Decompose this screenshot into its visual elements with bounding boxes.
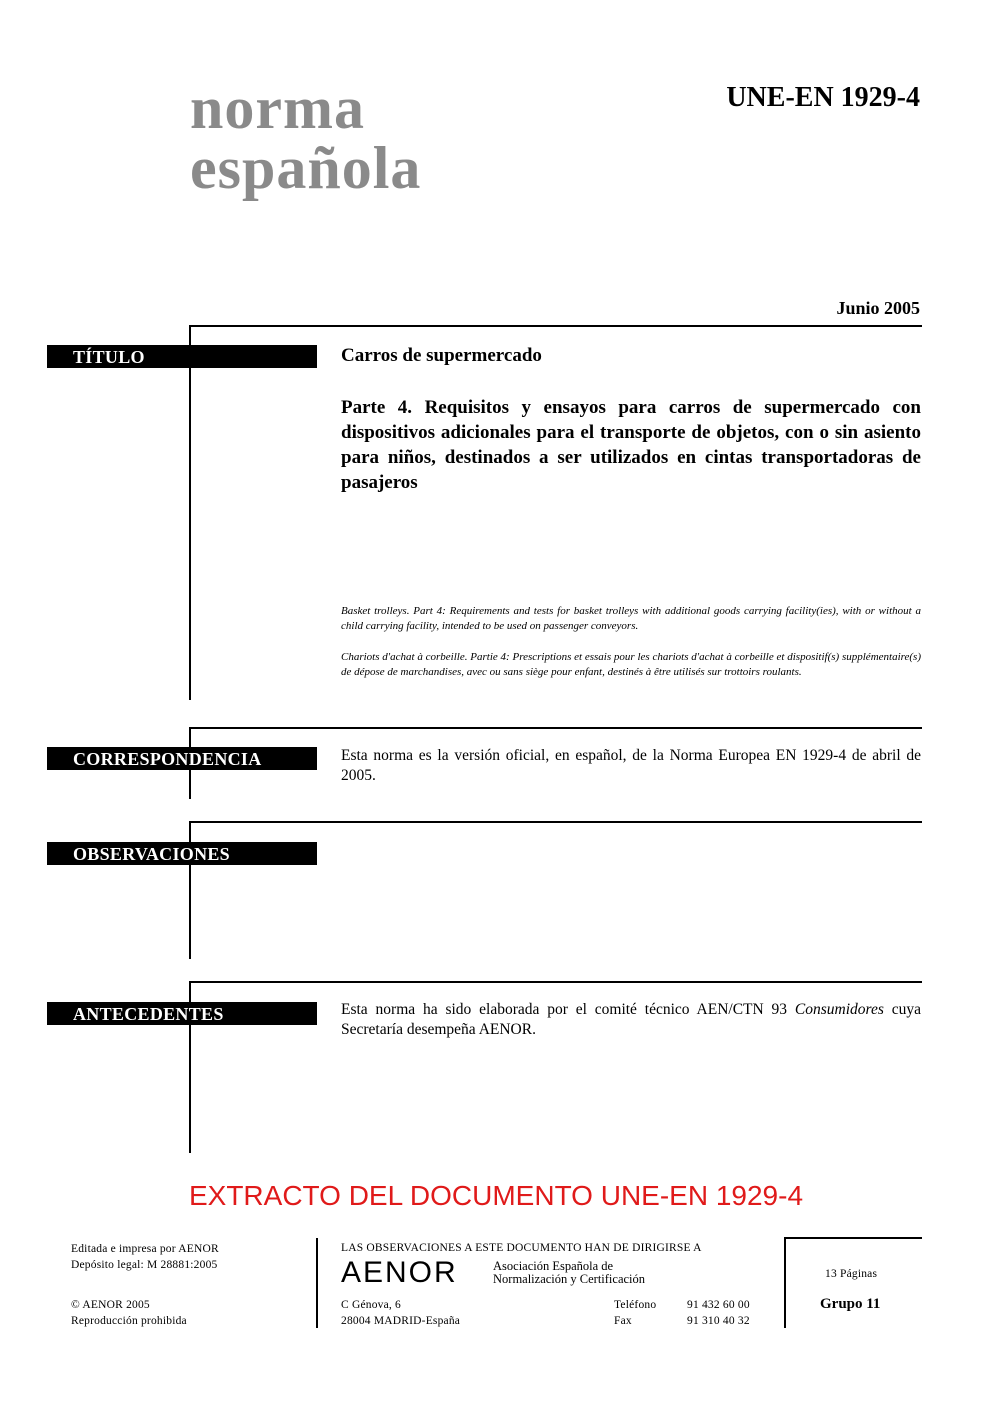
antecedentes-text [341, 1000, 921, 1040]
label-antecedentes: ANTECEDENTES [47, 1002, 317, 1025]
label-observaciones: OBSERVACIONES [47, 842, 317, 865]
fax-number: 91 310 40 32 [687, 1315, 750, 1327]
footer-deposit: Depósito legal: M 28881:2005 [71, 1259, 218, 1271]
title-french: Chariots d'achat à corbeille. Partie 4: Prescriptions et essais pour les chariots d'achat à corbeille et dispositif(s) supplémentaire(s) de dépose de marchandises, avec ou sans siège pour enfant, destinés à être utilisés sur trottoirs roulants. [341, 651, 921, 678]
extract-banner: EXTRACTO DEL DOCUMENTO UNE-EN 1929-4 [188, 1180, 804, 1211]
footer-observations-note: LAS OBSERVACIONES A ESTE DOCUMENTO HAN DE DIRIGIRSE A [341, 1242, 702, 1254]
footer-contact-labels [614, 1297, 656, 1329]
correspondencia-text: Esta norma es la versión oficial, en español, de la Norma Europea EN 1929-4 de abril de 2005. [341, 747, 921, 784]
label-titulo: TÍTULO [47, 345, 317, 368]
footer-address [341, 1297, 460, 1329]
aenor-name-line2: Normalización y Certificación [493, 1272, 646, 1286]
aenor-logo: AENOR [341, 1256, 458, 1289]
section-divider-observaciones [190, 821, 922, 823]
antecedentes-text-post: cuya Secretaría desempeña AENOR. [341, 1001, 921, 1038]
title-english: Basket trolleys. Part 4: Requirements and tests for basket trolleys with additional goods carrying facility(ies), with or without a child carrying facility, intended to be used on passenger conveyors. [341, 605, 921, 632]
label-correspondencia: CORRESPONDENCIA [47, 747, 317, 770]
phone-label: Teléfono [614, 1299, 657, 1311]
footer-copyright: © AENOR 2005 [71, 1299, 150, 1311]
page-count: 13 Páginas [825, 1268, 878, 1280]
footer-edition-block [71, 1241, 219, 1273]
footer-edited: Editada e impresa por AENOR [71, 1243, 219, 1255]
antecedentes-committee: Consumidores [794, 1001, 884, 1018]
title-part: Parte 4. Requisitos y ensayos para carros de supermercado con dispositivos adicionales para el transporte de objetos, con o sin asiento para niños, destinados a ser utilizados en cintas transportadoras de pasajeros [341, 397, 921, 493]
publication-date: Junio 2005 [836, 298, 920, 318]
aenor-full-name [493, 1260, 645, 1286]
footer-divider-left [316, 1238, 318, 1328]
footer-reproduction: Reproducción prohibida [71, 1315, 187, 1327]
section-divider-antecedentes [190, 981, 922, 983]
phone-number: 91 432 60 00 [687, 1299, 750, 1311]
title-main: Carros de supermercado [341, 345, 542, 366]
price-group: Grupo 11 [820, 1296, 881, 1312]
address-line2: 28004 MADRID-España [341, 1315, 461, 1327]
address-line1: C Génova, 6 [341, 1299, 402, 1311]
section-divider-titulo [190, 325, 922, 327]
section-vline-titulo [189, 325, 191, 700]
norma-espanola-heading [190, 75, 422, 201]
fax-label: Fax [614, 1315, 632, 1327]
norma-line1: norma [190, 75, 365, 141]
footer-box-left [784, 1237, 786, 1328]
footer-box-top [785, 1237, 922, 1239]
antecedentes-text-pre: Esta norma ha sido elaborada por el comité técnico AEN/CTN 93 [341, 1001, 795, 1018]
standard-code: UNE-EN 1929-4 [726, 82, 920, 113]
section-divider-correspondencia [190, 727, 922, 729]
footer-contact-values [687, 1297, 750, 1329]
aenor-name-line1: Asociación Española de [493, 1259, 614, 1273]
norma-line2: española [190, 135, 422, 201]
footer-copyright-block [71, 1297, 187, 1329]
